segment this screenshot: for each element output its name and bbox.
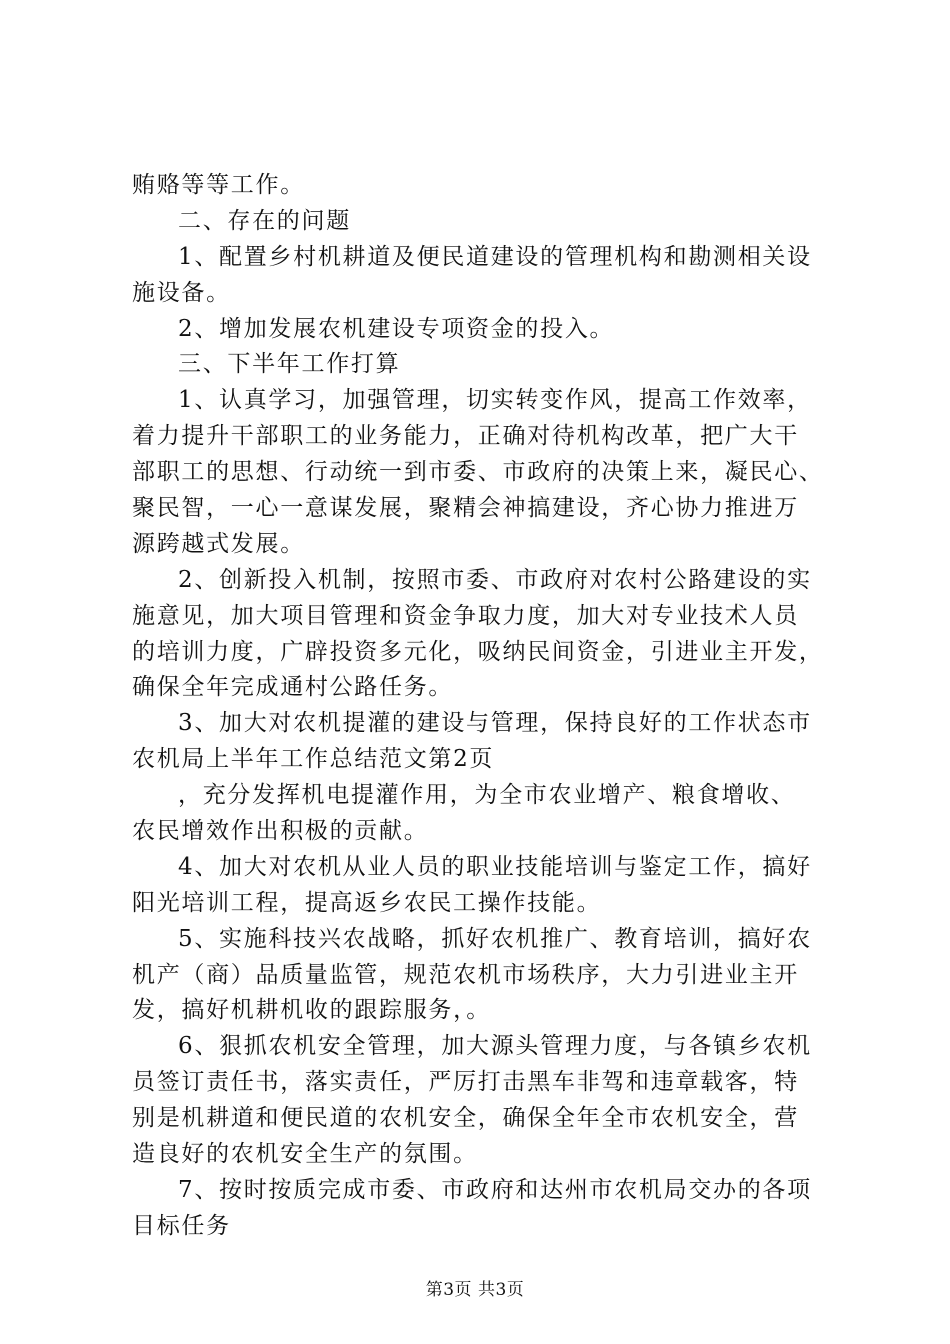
text-line: 5、实施科技兴农战略，抓好农机推广、教育培训，搞好农 <box>178 925 812 952</box>
text-line: 4、加大对农机从业人员的职业技能培训与鉴定工作，搞好 <box>178 853 812 880</box>
text-line: 6、狠抓农机安全管理，加大源头管理力度，与各镇乡农机 <box>178 1033 812 1060</box>
text-line: 机产（商）品质量监管，规范农机市场秩序，大力引进业主开 <box>132 961 799 988</box>
text-line: 目标任务 <box>132 1212 231 1239</box>
text-line: 2、创新投入机制，按照市委、市政府对农村公路建设的实 <box>178 566 812 593</box>
text-line: 1、配置乡村机耕道及便民道建设的管理机构和勘测相关设 <box>178 243 812 270</box>
text-line: ，充分发挥机电提灌作用，为全市农业增产、粮食增收、 <box>178 782 796 809</box>
text-line: 农民增效作出积极的贡献。 <box>132 818 429 845</box>
text-line: 确保全年完成通村公路任务。 <box>132 674 454 701</box>
text-line: 二、存在的问题 <box>178 207 351 234</box>
text-line: 聚民智，一心一意谋发展，聚精会神搞建设，齐心协力推进万 <box>132 495 799 522</box>
text-line: 贿赂等等工作。 <box>132 172 305 198</box>
text-line: 7、按时按质完成市委、市政府和达州市农机局交办的各项 <box>178 1176 812 1203</box>
text-line: 源跨越式发展。 <box>132 530 305 557</box>
text-line: 三、下半年工作打算 <box>178 351 401 378</box>
text-line: 发，搞好机耕机收的跟踪服务，。 <box>132 997 491 1024</box>
text-line: 3、加大对农机提灌的建设与管理，保持良好的工作状态市 <box>178 710 812 737</box>
text-line: 员签订责任书，落实责任，严厉打击黑车非驾和违章载客，特 <box>132 1069 799 1096</box>
text-line: 农机局上半年工作总结范文第2页 <box>132 746 495 773</box>
text-line: 别是机耕道和便民道的农机安全，确保全年全市农机安全，营 <box>132 1105 799 1132</box>
text-line: 施意见，加大项目管理和资金争取力度，加大对专业技术人员 <box>132 602 799 629</box>
page-footer: 第3页 共3页 <box>425 1280 525 1300</box>
text-line: 1、认真学习，加强管理，切实转变作风，提高工作效率， <box>178 387 812 414</box>
text-line: 阳光培训工程，提高返乡农民工操作技能。 <box>132 889 602 916</box>
text-line: 2、增加发展农机建设专项资金的投入。 <box>178 315 615 342</box>
text-line: 部职工的思想、行动统一到市委、市政府的决策上来，凝民心、 <box>132 459 824 486</box>
text-line: 着力提升干部职工的业务能力，正确对待机构改革，把广大干 <box>132 423 799 450</box>
text-line: 造良好的农机安全生产的氛围。 <box>132 1141 478 1168</box>
document-body <box>132 168 832 1245</box>
text-line: 的培训力度，广辟投资多元化，吸纳民间资金，引进业主开发， <box>132 638 824 665</box>
text-line: 施设备。 <box>132 279 231 306</box>
